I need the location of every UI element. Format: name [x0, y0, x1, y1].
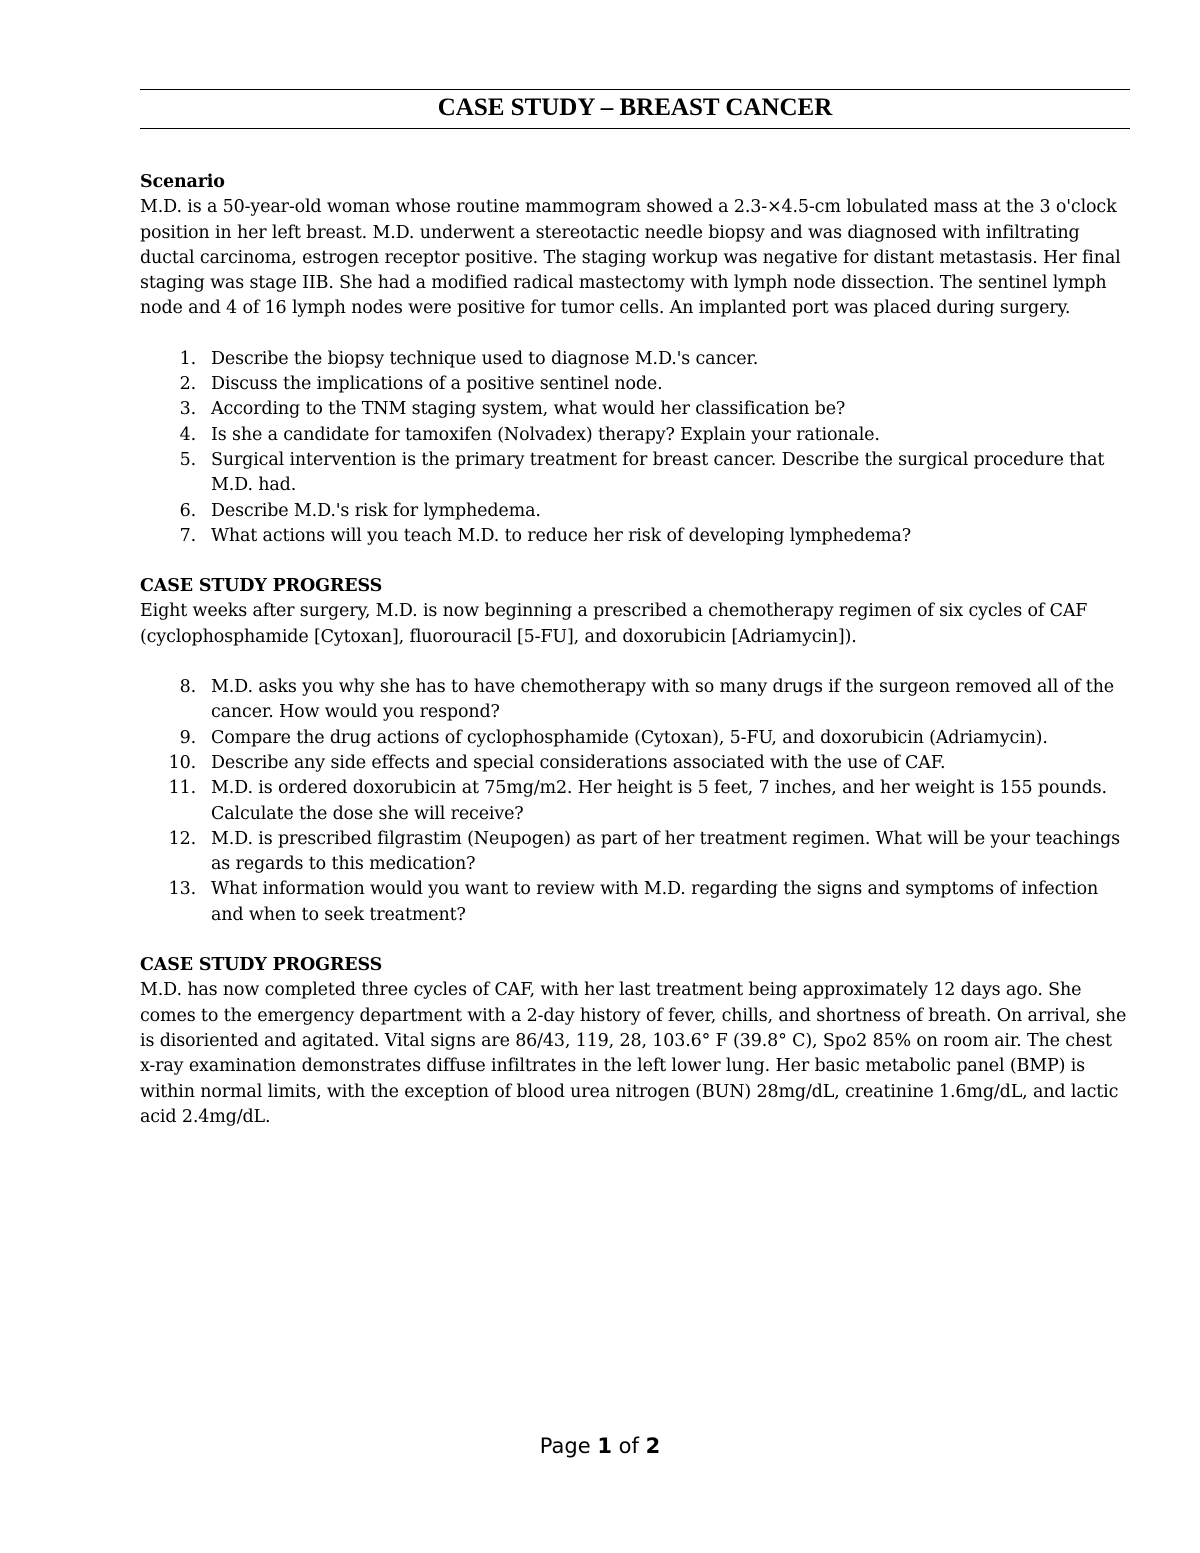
question-number: 4.: [179, 424, 196, 445]
question-number: 11.: [168, 778, 196, 799]
question-item: [140, 499, 1130, 524]
question-item: [140, 675, 1130, 726]
question-number: 1.: [179, 348, 196, 369]
question-text: Describe any side effects and special considerations associated with the use of CAF.: [211, 752, 946, 773]
question-item: [140, 751, 1130, 776]
question-text: Describe the biopsy technique used to diagnose M.D.'s cancer.: [211, 348, 759, 369]
footer-page-total: 2: [645, 1434, 661, 1458]
question-number: 13.: [168, 879, 196, 900]
question-text: M.D. asks you why she has to have chemotherapy with so many drugs if the surgeon removed all of the cancer. How would you respond?: [211, 677, 1114, 723]
question-number: 5.: [179, 449, 196, 470]
question-text: Surgical intervention is the primary treatment for breast cancer. Describe the surgical procedure that M.D. had.: [211, 449, 1105, 496]
footer-page-current: 1: [597, 1434, 612, 1458]
question-text: Discuss the implications of a positive sentinel node.: [211, 374, 663, 395]
question-text: According to the TNM staging system, what would her classification be?: [211, 399, 846, 420]
question-item: [140, 524, 1130, 549]
page-footer: [0, 1434, 1200, 1458]
question-number: 3.: [179, 399, 196, 420]
question-number: 6.: [179, 500, 196, 521]
question-text: M.D. is prescribed filgrastim (Neupogen) as part of her treatment regimen. What will be your teachings as regards to this medication?: [211, 828, 1120, 875]
document-body: [140, 170, 1130, 1130]
spacer: [140, 928, 1130, 953]
spacer: [140, 322, 1130, 347]
progress-2-text: M.D. has now completed three cycles of CAF, with her last treatment being approximately 12 days ago. She comes to the emergency department with a 2-day history of fever, chills, and shortness of breath. On arrival, she is disoriented and agitated. Vital signs are 86/43, 119, 28, 103.6° F (39.8° C), Spo2 85% on room air. The chest x-ray examination demonstrates diffuse infiltrates in the left lower lung. Her basic metabolic panel (BMP) is within normal limits, with the exception of blood urea nitrogen (BUN) 28mg/dL, creatinine 1.6mg/dL, and lactic acid 2.4mg/dL.: [140, 980, 1127, 1127]
progress-1-heading: CASE STUDY PROGRESS: [140, 576, 383, 597]
question-item: [140, 877, 1130, 928]
question-number: 7.: [179, 525, 196, 546]
footer-page-word: Page: [539, 1434, 591, 1458]
question-number: 9.: [179, 727, 196, 748]
question-item: [140, 397, 1130, 422]
question-number: 2.: [179, 374, 196, 395]
question-text: Compare the drug actions of cyclophosphamide (Cytoxan), 5-FU, and doxorubicin (Adriamycin).: [211, 727, 1048, 748]
question-item: [140, 347, 1130, 372]
question-item: [140, 776, 1130, 827]
title-block: [140, 89, 1130, 129]
progress-1-text: Eight weeks after surgery, M.D. is now beginning a prescribed a chemotherapy regimen of six cycles of CAF (cyclophosphamide [Cytoxan], fluorouracil [5-FU], and doxorubicin [Adriamycin]).: [140, 601, 1088, 647]
question-number: 8.: [179, 677, 196, 698]
document-title: CASE STUDY – BREAST CANCER: [437, 94, 833, 121]
question-item: [140, 423, 1130, 448]
question-number: 12.: [168, 828, 196, 849]
question-item: [140, 827, 1130, 878]
spacer: [140, 549, 1130, 574]
question-list-1: [140, 347, 1130, 549]
question-text: Is she a candidate for tamoxifen (Nolvadex) therapy? Explain your rationale.: [211, 424, 880, 445]
question-text: What information would you want to review with M.D. regarding the signs and symptoms of infection and when to seek treatment?: [211, 879, 1099, 925]
question-number: 10.: [168, 752, 196, 773]
spacer: [140, 650, 1130, 675]
scenario-heading: Scenario: [140, 172, 225, 192]
question-item: [140, 726, 1130, 751]
progress-2-heading: CASE STUDY PROGRESS: [140, 955, 383, 976]
question-item: [140, 448, 1130, 499]
question-text: M.D. is ordered doxorubicin at 75mg/m2. Her height is 5 feet, 7 inches, and her weight is 155 pounds. Calculate the dose she will receive?: [211, 778, 1107, 824]
question-item: [140, 372, 1130, 397]
question-text: What actions will you teach M.D. to reduce her risk of developing lymphedema?: [211, 525, 911, 546]
question-list-2: [140, 675, 1130, 928]
question-text: Describe M.D.'s risk for lymphedema.: [211, 500, 541, 521]
scenario-text: M.D. is a 50-year-old woman whose routine mammogram showed a 2.3-×4.5-cm lobulated mass at the 3 o'clock position in her left breast. M.D. underwent a stereotactic needle biopsy and was diagnosed with infiltrating ductal carcinoma, estrogen receptor positive. The staging workup was negative for distant metastasis. Her final staging was stage IIB. She had a modified radical mastectomy with lymph node dissection. The sentinel lymph node and 4 of 16 lymph nodes were positive for tumor cells. An implanted port was placed during surgery.: [140, 197, 1121, 319]
footer-of-word: of: [618, 1434, 639, 1458]
